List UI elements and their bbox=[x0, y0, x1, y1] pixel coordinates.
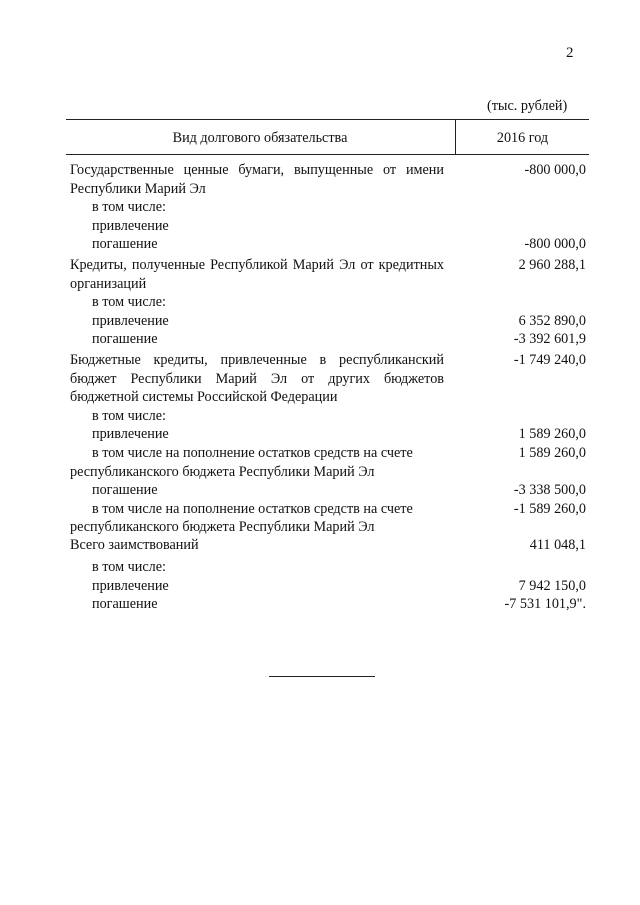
table-row bbox=[70, 198, 586, 217]
row-description: погашение bbox=[92, 482, 158, 499]
row-value: 1 589 260,0 bbox=[518, 426, 586, 443]
page-number: 2 bbox=[566, 45, 574, 61]
row-value: -3 392 601,9 bbox=[513, 331, 586, 348]
column-header-description: Вид долгового обязательства bbox=[172, 130, 348, 146]
row-value: 411 048,1 bbox=[529, 537, 586, 553]
table-row bbox=[70, 407, 586, 426]
debt-group-total bbox=[70, 536, 586, 614]
row-description: привлечение bbox=[92, 426, 169, 443]
row-value: 7 942 150,0 bbox=[518, 577, 586, 594]
table-row bbox=[70, 444, 586, 463]
debt-group-budget-credits bbox=[70, 351, 586, 537]
table-row bbox=[70, 217, 586, 236]
table-top-rule bbox=[66, 119, 589, 120]
row-value: -3 338 500,0 bbox=[513, 482, 586, 499]
row-description: погашение bbox=[92, 331, 158, 348]
table-row bbox=[70, 235, 586, 254]
row-description: в том числе: bbox=[92, 559, 166, 575]
debt-group-credit-organizations bbox=[70, 256, 586, 349]
row-description: Бюджетные кредиты, привлеченные в республиканский бюджет Республики Марий Эл от других бюджетов бюджетной системы Российской Федерации bbox=[70, 352, 444, 406]
row-value: 6 352 890,0 bbox=[518, 312, 586, 329]
table-row bbox=[70, 330, 586, 349]
debt-group-securities bbox=[70, 161, 586, 254]
row-description: Государственные ценные бумаги, выпущенные от имени Республики Марий Эл bbox=[70, 162, 444, 197]
row-description: погашение bbox=[92, 596, 158, 613]
row-value: -800 000,0 bbox=[524, 162, 586, 178]
table-column-divider bbox=[455, 119, 456, 155]
table-row-continuation bbox=[70, 463, 586, 482]
row-description: в том числе: bbox=[92, 199, 166, 216]
row-value: 2 960 288,1 bbox=[518, 257, 586, 273]
table-row bbox=[70, 256, 586, 293]
table-row bbox=[70, 161, 586, 198]
row-description: в том числе: bbox=[92, 407, 166, 424]
table-row bbox=[70, 558, 586, 577]
table-row bbox=[70, 577, 586, 596]
table-row bbox=[70, 425, 586, 444]
row-description: привлечение bbox=[92, 217, 169, 234]
row-value: -7 531 101,9". bbox=[504, 596, 586, 613]
row-description: привлечение bbox=[92, 312, 169, 329]
row-description: погашение bbox=[92, 236, 158, 253]
row-value: -1 749 240,0 bbox=[513, 352, 586, 368]
row-description: Кредиты, полученные Республикой Марий Эл от кредитных организаций bbox=[70, 257, 444, 292]
row-description-continuation: республиканского бюджета Республики Марий Эл bbox=[70, 519, 375, 536]
footer-separator bbox=[269, 676, 375, 677]
table-row bbox=[70, 293, 586, 312]
column-header-year: 2016 год bbox=[496, 130, 549, 146]
table-row bbox=[70, 481, 586, 500]
row-description-continuation: республиканского бюджета Республики Марий Эл bbox=[70, 463, 375, 480]
row-value: -1 589 260,0 bbox=[513, 500, 586, 517]
row-description: Всего заимствований bbox=[70, 537, 199, 553]
row-description: в том числе на пополнение остатков средств на счете bbox=[92, 500, 413, 517]
row-value: -800 000,0 bbox=[524, 236, 586, 253]
row-description: в том числе на пополнение остатков средств на счете bbox=[92, 444, 413, 461]
units-label: (тыс. рублей) bbox=[487, 98, 568, 114]
table-row bbox=[70, 351, 586, 407]
table-row bbox=[70, 536, 586, 556]
row-value: 1 589 260,0 bbox=[518, 444, 586, 461]
table-row bbox=[70, 312, 586, 331]
row-description: привлечение bbox=[92, 577, 169, 594]
row-description: в том числе: bbox=[92, 294, 166, 311]
table-header-bottom-rule bbox=[66, 154, 589, 155]
table-row bbox=[70, 595, 586, 614]
table-row bbox=[70, 500, 586, 519]
table-row-continuation bbox=[70, 518, 586, 537]
